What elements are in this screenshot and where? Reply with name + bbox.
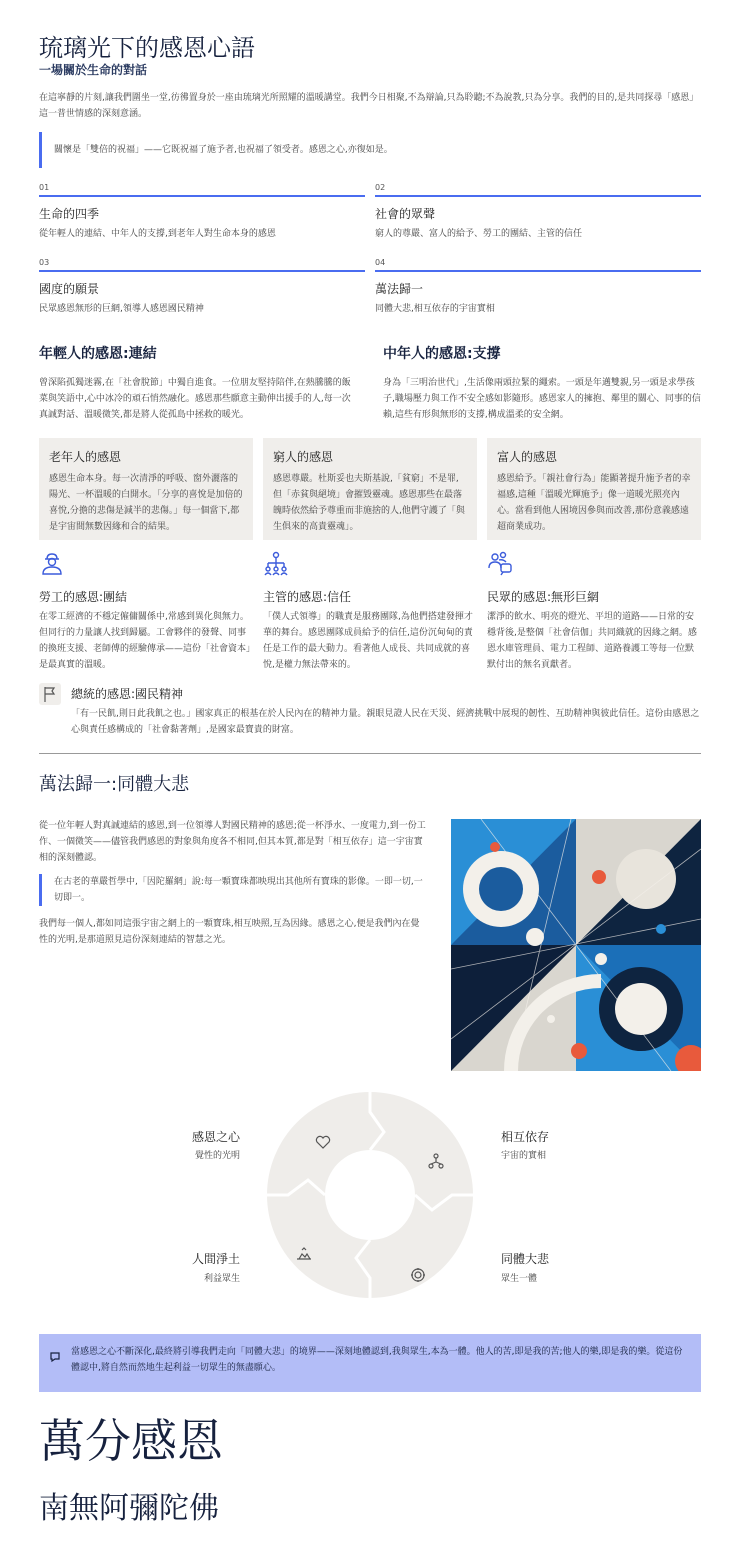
section-card-1 (39, 183, 365, 242)
role-community (487, 550, 701, 673)
section-title: 萬法歸一 (375, 282, 424, 296)
worker-icon (39, 550, 253, 576)
card-text: 感恩生命本身。每一次清淨的呼吸、窗外灑落的陽光、一杯溫暖的白開水。「分享的喜悅是加倍的喜悅,分擔的悲傷是減半的悲傷。」每一個當下,都是宇宙間無數因緣和合的結果。 (49, 474, 243, 532)
section-desc: 同體大悲,相互依存的宇宙實相 (375, 304, 495, 314)
divider (39, 753, 701, 754)
section-number: 04 (375, 258, 701, 272)
card-rich (487, 438, 701, 540)
card-title: 富人的感恩 (497, 450, 558, 464)
role-title: 民眾的感恩:無形巨網 (487, 590, 600, 604)
section-desc: 民眾感恩無形的巨網,領導人感恩國民精神 (39, 304, 204, 314)
section-title: 生命的四季 (39, 207, 100, 221)
role-text: 在零工經濟的不穩定僱傭關係中,常感到異化與無力。但同行的力量讓人找到歸屬。工會夥伴的發聲、同事的換班支援、老師傅的經驗傳承——這份「社會資本」是最真實的溫暖。 (39, 612, 251, 670)
cycle-title-interdependence: 相互依存 (501, 1130, 550, 1144)
section-card-3 (39, 258, 365, 317)
section-title: 國度的願景 (39, 282, 100, 296)
cycle-sub-interdependence: 宇宙的實相 (501, 1151, 547, 1161)
section-number: 03 (39, 258, 365, 272)
flag-icon (39, 683, 61, 705)
unity-title: 萬法歸一:同體大悲 (39, 774, 190, 795)
page-subtitle: 一場關於生命的對話 (39, 63, 148, 77)
page-title: 琉璃光下的感恩心語 (39, 34, 255, 62)
president-title: 總統的感恩:國民精神 (71, 687, 184, 701)
section-card-2 (375, 183, 701, 242)
card-poor (263, 438, 477, 540)
closing-subtitle: 南無阿彌陀佛 (39, 1491, 219, 1526)
unity-paragraph-2: 我們每一個人,都如同這張宇宙之網上的一顆寶珠,相互映照,互為因緣。感恩之心,便是我們內在覺性的光明,是那道照見這份深刻連結的智慧之光。 (39, 919, 420, 945)
role-text: 潔淨的飲水、明亮的燈光、平坦的道路——日常的安穩背後,是整個「社會信伽」共同織就的因緣之網。感恩水庫管理員、電力工程師、道路養護工等每一位默默付出的無名貢獻者。 (487, 612, 697, 670)
unity-quote (39, 874, 427, 906)
section-title: 社會的眾聲 (375, 207, 436, 221)
landscape-icon (296, 1246, 312, 1266)
young-title: 年輕人的感恩:連結 (39, 346, 157, 362)
cycle-sub-gratitude: 覺性的光明 (194, 1151, 240, 1161)
callout-box (39, 1334, 701, 1392)
section-card-4 (375, 258, 701, 317)
young-text: 曾深陷孤獨迷霧,在「社會脫節」中獨自進食。一位朋友堅持陪伴,在熱騰騰的飯菜與笑語中,心中冰冷的頑石悄然融化。感恩那些願意主動伸出援手的人,每一次真誠對話、溫暖微笑,都是將人從孤島中拯救的暖光。 (39, 378, 351, 420)
role-text: 「僕人式領導」的職責是服務團隊,為他們搭建發揮才華的舞台。感恩團隊成員給予的信任,這份沉甸甸的責任是工作的最大動力。看著他人成長、共同成就的喜悅,是權力無法帶來的。 (263, 612, 473, 670)
section-number: 02 (375, 183, 701, 197)
intro-quote-text: 關懷是「雙倍的祝福」——它既祝福了施予者,也祝福了領受者。感恩之心,亦復如是。 (54, 145, 393, 155)
cycle-title-compassion: 同體大悲 (501, 1252, 550, 1266)
unity-paragraph-1: 從一位年輕人對真誠連結的感恩,到一位領導人對國民精神的感恩;從一杯淨水、一度電力,到一份工作、一個微笑——儘管我們感恩的對象與角度各不相同,但其本質,都是對「相互依存」這一宇宙實相的深刻體認。 (39, 821, 426, 863)
cycle-title-pureland: 人間淨土 (191, 1252, 240, 1266)
cycle-title-gratitude: 感恩之心 (191, 1130, 240, 1144)
card-title: 老年人的感恩 (49, 450, 122, 464)
young-section (39, 343, 357, 423)
heart-icon (315, 1134, 331, 1153)
network-icon (428, 1153, 444, 1173)
role-worker (39, 550, 253, 673)
card-text: 感恩給予。「親社會行為」能顯著提升施予者的幸福感,這種「溫暖光輝施予」像一道暖光照亮內心。當看到他人困境因參與而改善,那份意義感遠超商業成功。 (497, 474, 691, 532)
leader-icon (263, 550, 477, 576)
middle-title: 中年人的感恩:支撐 (383, 346, 501, 362)
callout-text: 當感恩之心不斷深化,最終將引導我們走向「同體大悲」的境界——深刻地體認到,我與眾生,本為一體。他人的苦,即是我的苦;他人的樂,即是我的樂。從這份體認中,將自然而然地生起利益一切眾生的無盡願心。 (71, 1347, 683, 1373)
card-elderly (39, 438, 253, 540)
middle-text: 身為「三明治世代」,生活像兩頭拉緊的繩索。一頭是年邁雙親,另一頭是求學孩子,職場壓力與工作不安全感如影隨形。感恩家人的擁抱、鄰里的關心、同事的信賴,這些有形與無形的支撐,構成溫柔的安全網。 (383, 378, 701, 420)
indra-net-artwork (451, 819, 701, 1071)
lotus-icon (410, 1267, 426, 1287)
intro-quote (39, 132, 701, 168)
community-icon (487, 550, 701, 576)
middle-section (383, 343, 701, 423)
card-text: 感恩尊嚴。杜斯妥也夫斯基說,「貧窮」不是罪,但「赤貧與絕境」會摧毀靈魂。感恩那些在最落魄時依然給予尊重而非施捨的人,他們守護了「與生俱來的高貴靈魂」。 (273, 474, 465, 532)
role-leader (263, 550, 477, 673)
unity-quote-text: 在古老的華嚴哲學中,「因陀羅網」說:每一顆寶珠都映現出其他所有寶珠的影像。一即一切,一切即一。 (54, 877, 423, 903)
cycle-diagram (254, 1092, 486, 1298)
card-title: 窮人的感恩 (273, 450, 334, 464)
cycle-sub-compassion: 眾生一體 (501, 1274, 538, 1284)
section-number: 01 (39, 183, 365, 197)
intro-text: 在這寧靜的片刻,讓我們圍坐一堂,彷彿置身於一座由琉璃光所照耀的溫暖講堂。我們今日相聚,不為辯論,只為聆聽;不為說教,只為分享。我們的目的,是共同探尋「感恩」這一普世情感的深刻意涵。 (39, 93, 699, 119)
role-title: 主管的感恩:信任 (263, 590, 352, 604)
note-icon (49, 1348, 61, 1367)
section-desc: 從年輕人的連結、中年人的支撐,到老年人對生命本身的感恩 (39, 229, 276, 239)
role-title: 勞工的感恩:團結 (39, 590, 128, 604)
president-text: 「有一民飢,則日此我飢之也。」國家真正的根基在於人民內在的精神力量。親眼見證人民在天災、經濟挑戰中展現的韌性、互助精神與彼此信任。這份由感恩之心與責任感構成的「社會黏著劑」,是國家最寶貴的財富。 (71, 709, 700, 735)
closing-title: 萬分感恩 (39, 1414, 223, 1468)
cycle-sub-pureland: 利益眾生 (203, 1274, 240, 1284)
section-desc: 窮人的尊嚴、富人的給予、勞工的團結、主管的信任 (375, 229, 583, 239)
